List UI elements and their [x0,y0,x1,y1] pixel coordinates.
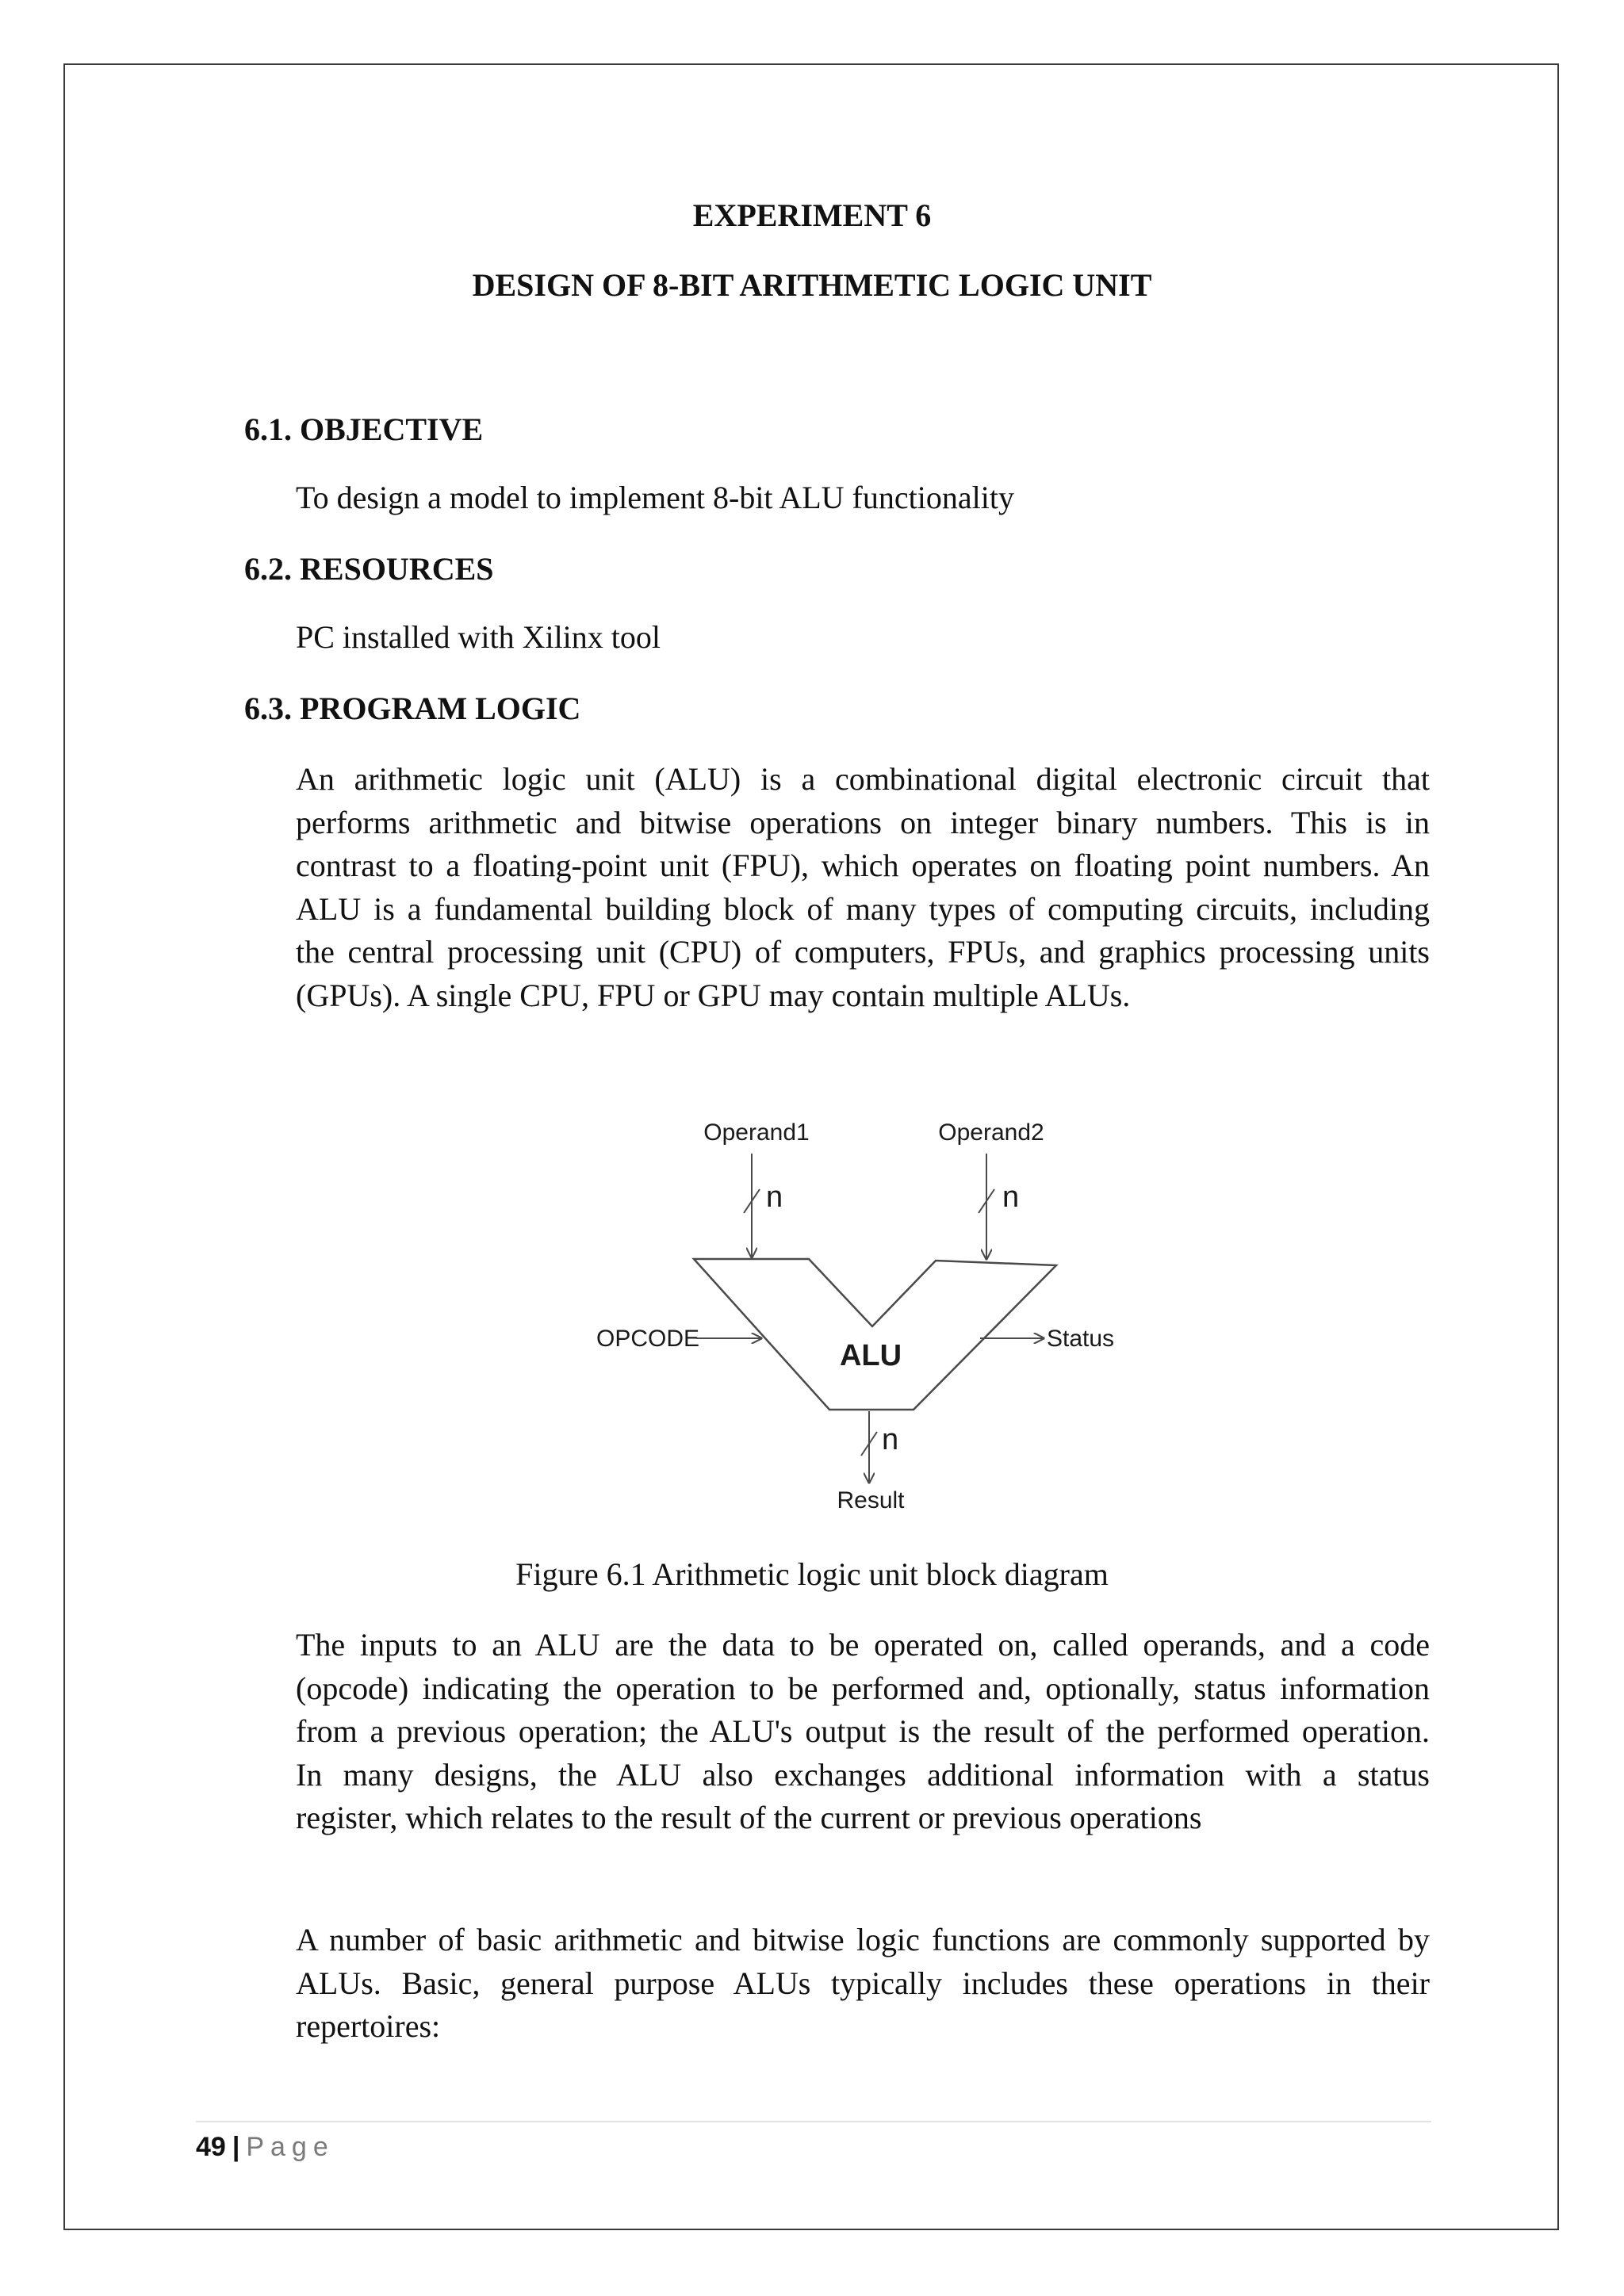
operand2-label: Operand2 [938,1119,1044,1146]
paragraph-line: ALU is a fundamental building block of many types of computing circuits, including [296,890,1430,927]
resources-text: PC installed with Xilinx tool [296,619,661,655]
alu-body [694,1259,1056,1410]
paragraph-line: performs arithmetic and bitwise operations on integer binary numbers. This is in [296,804,1430,840]
experiment-subtitle: DESIGN OF 8-BIT ARITHMETIC LOGIC UNIT [472,267,1152,303]
operand1-width-label: n [766,1181,783,1214]
paragraph-line: In many designs, the ALU also exchanges additional information with a status [296,1756,1430,1793]
page-label: Page [246,2132,335,2162]
heading-resources: 6.2. RESOURCES [244,551,494,587]
paragraph-line: from a previous operation; the ALU's output is the result of the performed operation. [296,1713,1430,1750]
footer-divider [196,2121,1431,2122]
operand2-width-label: n [1002,1181,1020,1214]
heading-objective: 6.1. OBJECTIVE [244,411,484,447]
paragraph-line: (GPUs). A single CPU, FPU or GPU may contain multiple ALUs. [296,977,1131,1013]
result-label: Result [837,1487,905,1513]
alu-label: ALU [839,1339,902,1372]
paragraph-alu-inputs [296,1624,1430,1840]
paragraph-line: the central processing unit (CPU) of computers, FPUs, and graphics processing units [296,934,1430,970]
paragraph-line: register, which relates to the result of the current or previous operations [296,1800,1202,1836]
paragraph-line: (opcode) indicating the operation to be performed and, optionally, status information [296,1670,1430,1706]
paragraph-line: A number of basic arithmetic and bitwise logic functions are commonly supported by [296,1922,1430,1957]
paragraph-line: ALUs. Basic, general purpose ALUs typically includes these operations in their [296,1965,1430,2001]
objective-text: To design a model to implement 8-bit ALU functionality [296,480,1014,515]
operand1-label: Operand1 [703,1119,810,1146]
footer-separator: | [232,2132,240,2162]
experiment-title: EXPERIMENT 6 [692,197,932,233]
paragraph-line: repertoires: [296,2008,441,2045]
page-footer [196,2130,335,2164]
page-number: 49 [196,2132,226,2162]
paragraph-line: contrast to a floating-point unit (FPU), which operates on floating point numbers. An [296,848,1430,884]
figure-caption: Figure 6.1 Arithmetic logic unit block diagram [515,1556,1109,1592]
paragraph-alu-functions [296,1919,1430,2049]
paragraph-alu-intro [296,758,1430,1018]
paragraph-line: The inputs to an ALU are the data to be operated on, called operands, and a code [296,1627,1430,1663]
status-label: Status [1047,1326,1115,1352]
paragraph-line: An arithmetic logic unit (ALU) is a combinational digital electronic circuit that [296,761,1430,797]
opcode-label: OPCODE [596,1326,700,1352]
result-width-label: n [882,1423,899,1456]
alu-block-diagram [555,1102,1158,1538]
heading-program-logic: 6.3. PROGRAM LOGIC [244,691,581,726]
